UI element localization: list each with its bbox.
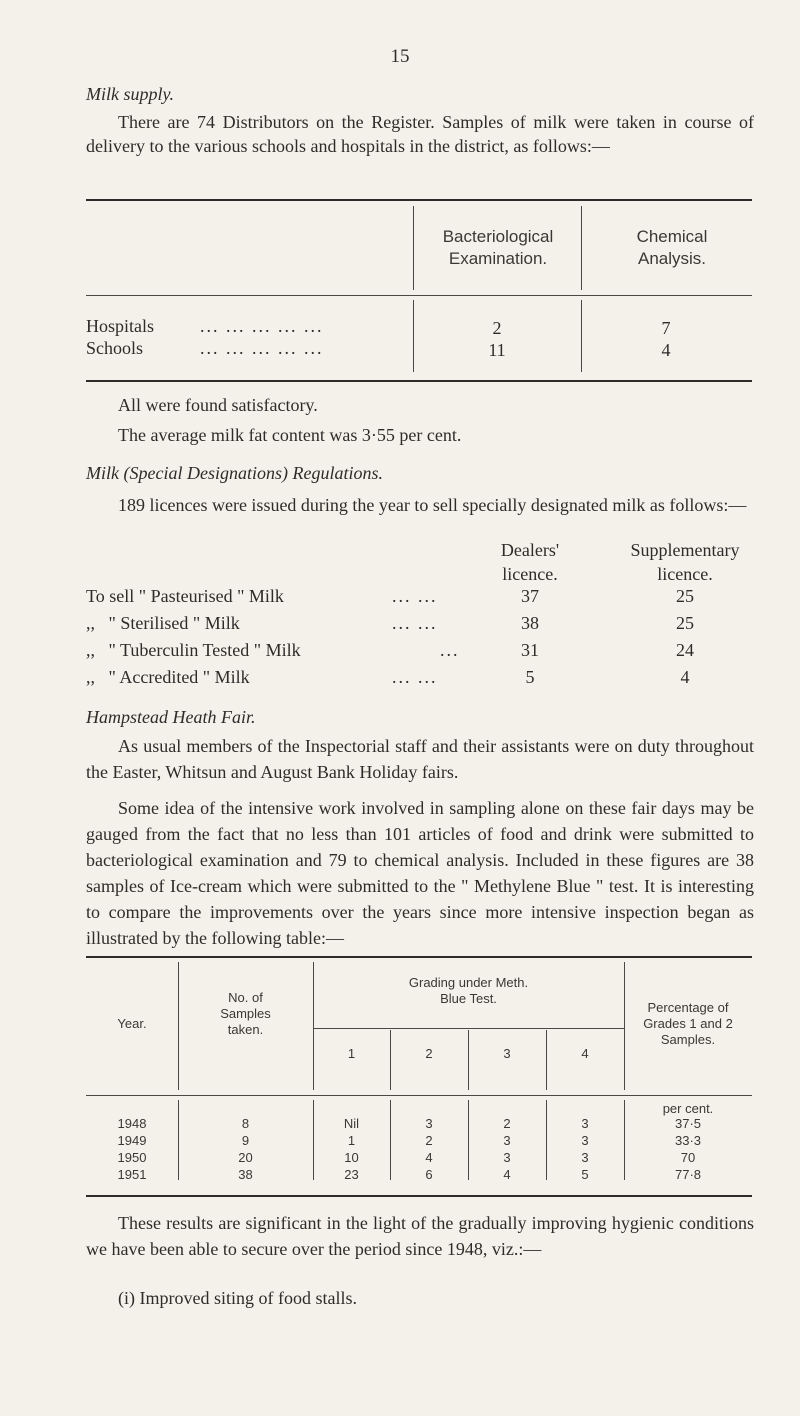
grade-header-3: 3 [503,1046,511,1061]
header-line: Grades 1 and 2 [643,1016,733,1031]
cell-grade-3: 2 [503,1116,511,1131]
cell-bacteriological: 11 [488,340,506,360]
cell-grade-1: 10 [344,1150,359,1165]
cell-grade-2: 4 [425,1150,433,1165]
cell-year: 1948 [117,1116,147,1131]
cell-samples: 9 [241,1133,250,1148]
row-leader-dots: ... ... [392,613,438,633]
cell-grade-1: 1 [347,1133,356,1148]
cell-grade-3: 4 [503,1167,511,1182]
row-leader-dots: ... ... ... ... ... [200,316,324,336]
cell-supplementary: 25 [676,586,694,606]
section-heading-milk-supply: Milk supply. [86,84,174,104]
row-label: Hospitals [86,316,155,336]
column-header-grading [313,975,624,1007]
row-label: ,, " Accredited " Milk [86,667,250,687]
column-header-bacteriological: Bacteriological Examination. [442,227,554,268]
cell-supplementary: 25 [676,613,694,633]
row-label: ,, " Sterilised " Milk [86,613,240,633]
fat-content-note: The average milk fat content was 3·55 per cent. [118,425,462,445]
cell-grade-2: 3 [425,1116,433,1131]
special-designations-paragraph: 189 licences were issued during the year to sell specially designated milk as follows:— [118,495,747,515]
table-header-rule [86,295,752,296]
table-header-rule [86,1095,752,1096]
table-bottom-rule [86,1195,752,1197]
cell-year: 1951 [117,1167,147,1182]
header-line: licence. [657,564,713,584]
header-line: Percentage of [647,1000,729,1015]
cell-percentage: 70 [680,1150,696,1165]
column-header-percentage [624,1000,752,1048]
cell-year: 1949 [117,1133,147,1148]
cell-percentage: 33·3 [674,1133,702,1148]
cell-chemical: 4 [661,340,671,360]
column-header-supplementary [605,538,765,586]
cell-dealers: 31 [521,640,539,660]
row-leader-dots: ... ... [392,586,438,606]
cell-grade-2: 2 [425,1133,433,1148]
row-label: To sell " Pasteurised " Milk [86,586,284,606]
milk-supply-paragraph: There are 74 Distributors on the Register. Samples of milk were taken in course of delivery to the various schools and hospitals in the district, as follows:— [86,112,754,156]
cell-year: 1950 [117,1150,147,1165]
cell-grade-1: Nil [343,1116,360,1131]
column-header-dealers [470,538,590,586]
grades-subheader-rule [313,1028,624,1029]
table-vrule [581,206,582,290]
header-line: No. of [228,990,263,1005]
conclusion-paragraph: These results are significant in the light of the gradually improving hygienic conditions we have been able to secure over the period since 1948, viz.:— [86,1213,754,1259]
fair-paragraph-2: Some idea of the intensive work involved in sampling alone on these fair days may be gauged from the fact that no less than 101 articles of food and drink were submitted to bacteriological examination and 79 to chemical analysis. Included in these figures are 38 samples of Ice-cream which were submitted to the " Methylene Blue " test. It is interesting to compare the improvements over the years since more intensive inspection began as illustrated by the following table:— [86,798,754,948]
cell-grade-3: 3 [503,1150,511,1165]
list-item: (i) Improved siting of food stalls. [118,1288,357,1308]
cell-grade-1: 23 [344,1167,359,1182]
cell-bacteriological: 2 [492,318,502,338]
header-line: Supplementary [630,540,740,560]
cell-dealers: 5 [525,667,535,687]
cell-samples: 8 [241,1116,250,1131]
cell-supplementary: 4 [680,667,690,687]
column-header-year: Year. [117,1016,147,1031]
cell-percentage: 37·5 [674,1116,702,1131]
cell-grade-3: 3 [503,1133,511,1148]
cell-samples: 38 [238,1167,253,1182]
row-label: Schools [86,338,144,358]
header-line: Blue Test. [440,991,497,1006]
row-leader-dots: ... ... ... ... ... [200,338,324,358]
section-heading-special-designations: Milk (Special Designations) Regulations. [86,463,383,483]
grade-header-2: 2 [425,1046,433,1061]
header-line: licence. [502,564,558,584]
cell-percentage: 77·8 [674,1167,702,1182]
column-header-chemical: Chemical Analysis. [636,227,708,268]
header-line: taken. [227,1022,264,1037]
section-heading-hampstead-heath-fair: Hampstead Heath Fair. [86,707,256,727]
fair-paragraph-1: As usual members of the Inspectorial staff and their assistants were on duty throughout the Easter, Whitsun and August Bank Holiday fairs. [86,736,754,782]
per-cent-unit: per cent. [662,1101,714,1116]
cell-supplementary: 24 [676,640,694,660]
table-bottom-rule [86,380,752,382]
cell-grade-4: 3 [581,1116,589,1131]
header-line: Samples. [660,1032,716,1047]
row-leader-dots: ... [440,640,460,660]
satisfactory-note: All were found satisfactory. [118,395,318,415]
row-label: ,, " Tuberculin Tested " Milk [86,640,301,660]
header-line: Grading under Meth. [408,975,529,990]
cell-dealers: 37 [521,586,539,606]
page-number: 15 [390,46,410,67]
cell-samples: 20 [238,1150,253,1165]
table-top-rule [86,199,752,201]
cell-grade-4: 5 [581,1167,589,1182]
column-header-samples [178,990,313,1038]
cell-grade-2: 6 [425,1167,433,1182]
header-line: Samples [220,1006,271,1021]
header-line: Dealers' [500,540,560,560]
cell-grade-4: 3 [581,1133,589,1148]
grade-header-1: 1 [347,1046,356,1061]
table-top-rule [86,956,752,958]
grade-header-4: 4 [581,1046,589,1061]
cell-chemical: 7 [661,318,671,338]
row-leader-dots: ... ... [392,667,438,687]
table-vrule [413,206,414,290]
cell-dealers: 38 [521,613,539,633]
cell-grade-4: 3 [581,1150,589,1165]
